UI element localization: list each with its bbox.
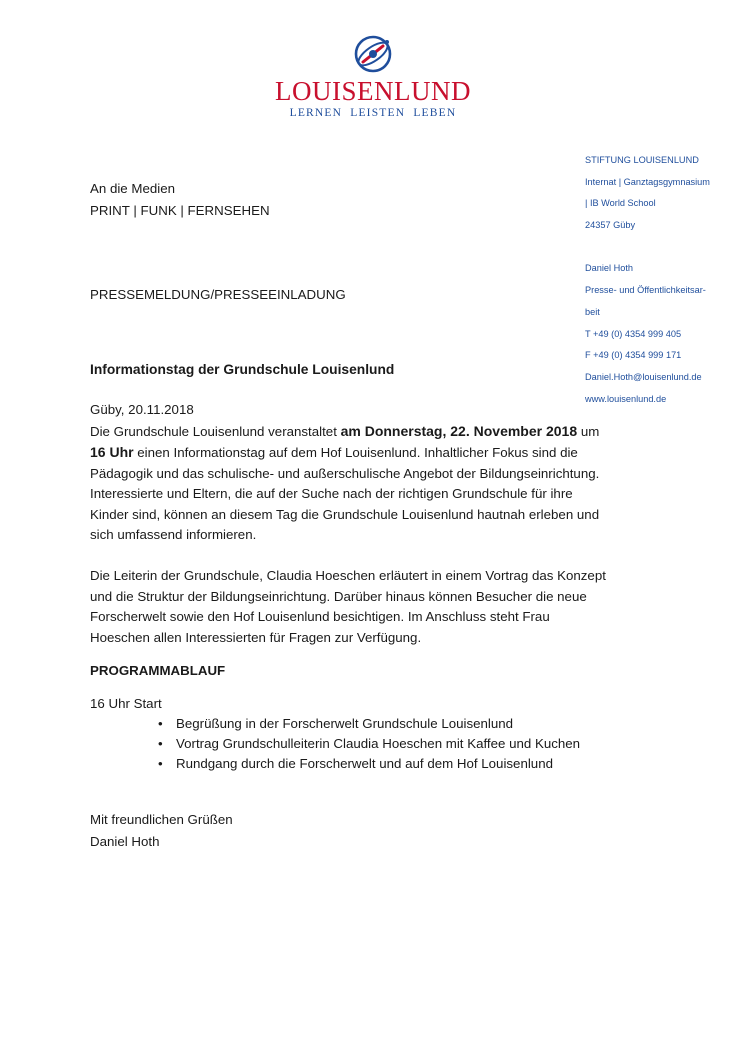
bullet-icon: • <box>158 736 163 751</box>
org-address: 24357 Güby <box>585 220 636 231</box>
p1-text-b: um <box>577 423 600 439</box>
program-section <box>90 694 610 774</box>
contact-website[interactable]: www.louisenlund.de <box>585 393 667 404</box>
crest-icon <box>353 34 393 74</box>
paragraph-1 <box>90 421 610 546</box>
p1-text-a: Die Grundschule Louisenlund veranstaltet <box>90 423 341 439</box>
logo-tagline: LERNEN LEISTEN LEBEN <box>289 107 457 119</box>
school-logo <box>0 34 746 120</box>
list-item <box>90 754 610 774</box>
list-item <box>90 714 610 734</box>
recipient-line-2: PRINT | FUNK | FERNSEHEN <box>90 203 270 218</box>
program-item-1: Begrüßung in der Forscherwelt Grundschule Louisenlund <box>176 716 514 731</box>
recipient-block <box>90 178 270 222</box>
p1-text-c: einen Informationstag auf dem Hof Louisenlund. Inhaltlicher Fokus sind die Pädagogik und das schulische- und außerschulische Angebot der Bildungseinrichtung. Interessierte und Eltern, die auf der Suche nach der richtigen Grundschule für ihre Kinder sind, können an diesem Tag die Grundschule Louisenlund hautnah erleben und sich umfassend informieren. <box>90 445 600 542</box>
recipient-line-1: An die Medien <box>90 181 176 196</box>
sidebar-spacer <box>585 237 745 259</box>
program-start: 16 Uhr Start <box>90 696 162 711</box>
p1-date-emphasis: am Donnerstag, 22. November 2018 <box>340 422 578 439</box>
org-line-1: Internat | Ganztagsgymnasium <box>585 176 710 187</box>
p1-time-emphasis: 16 Uhr <box>90 444 134 460</box>
contact-fax: F +49 (0) 4354 999 171 <box>585 350 682 361</box>
program-heading: PROGRAMMABLAUF <box>90 663 226 678</box>
contact-email[interactable]: Daniel.Hoth@louisenlund.de <box>585 371 702 382</box>
contact-phone: T +49 (0) 4354 999 405 <box>585 328 682 339</box>
closing-greeting: Mit freundlichen Grüßen <box>90 812 233 827</box>
body-text <box>90 400 610 648</box>
contact-sidebar <box>585 150 745 410</box>
bullet-icon: • <box>158 716 163 731</box>
date-line: Güby, 20.11.2018 <box>90 402 194 417</box>
list-item <box>90 734 610 754</box>
contact-role-1: Presse- und Öffentlichkeitsar- <box>585 285 706 296</box>
document-type: PRESSEMELDUNG/PRESSEEINLADUNG <box>90 287 346 302</box>
contact-role-2: beit <box>585 306 600 317</box>
program-list <box>90 714 610 774</box>
headline: Informationstag der Grundschule Louisenlund <box>90 362 395 377</box>
org-name: STIFTUNG LOUISENLUND <box>585 155 699 165</box>
logo-name: LOUISENLUND <box>275 76 471 106</box>
program-item-2: Vortrag Grundschulleiterin Claudia Hoeschen mit Kaffee und Kuchen <box>176 736 581 751</box>
org-line-2: | IB World School <box>585 198 656 209</box>
program-item-3: Rundgang durch die Forscherwelt und auf dem Hof Louisenlund <box>176 756 553 771</box>
closing-block <box>90 809 233 853</box>
closing-name: Daniel Hoth <box>90 834 160 849</box>
paragraph-2: Die Leiterin der Grundschule, Claudia Hoeschen erläutert in einem Vortrag das Konzept und die Struktur der Bildungseinrichtung. Darüber hinaus können Besucher die neue Forscherwelt sowie den Hof Louisenlund besichtigen. Im Anschluss steht Frau Hoeschen allen Interessierten für Fragen zur Verfügung. <box>90 568 606 645</box>
bullet-icon: • <box>158 756 163 771</box>
contact-name: Daniel Hoth <box>585 263 634 274</box>
